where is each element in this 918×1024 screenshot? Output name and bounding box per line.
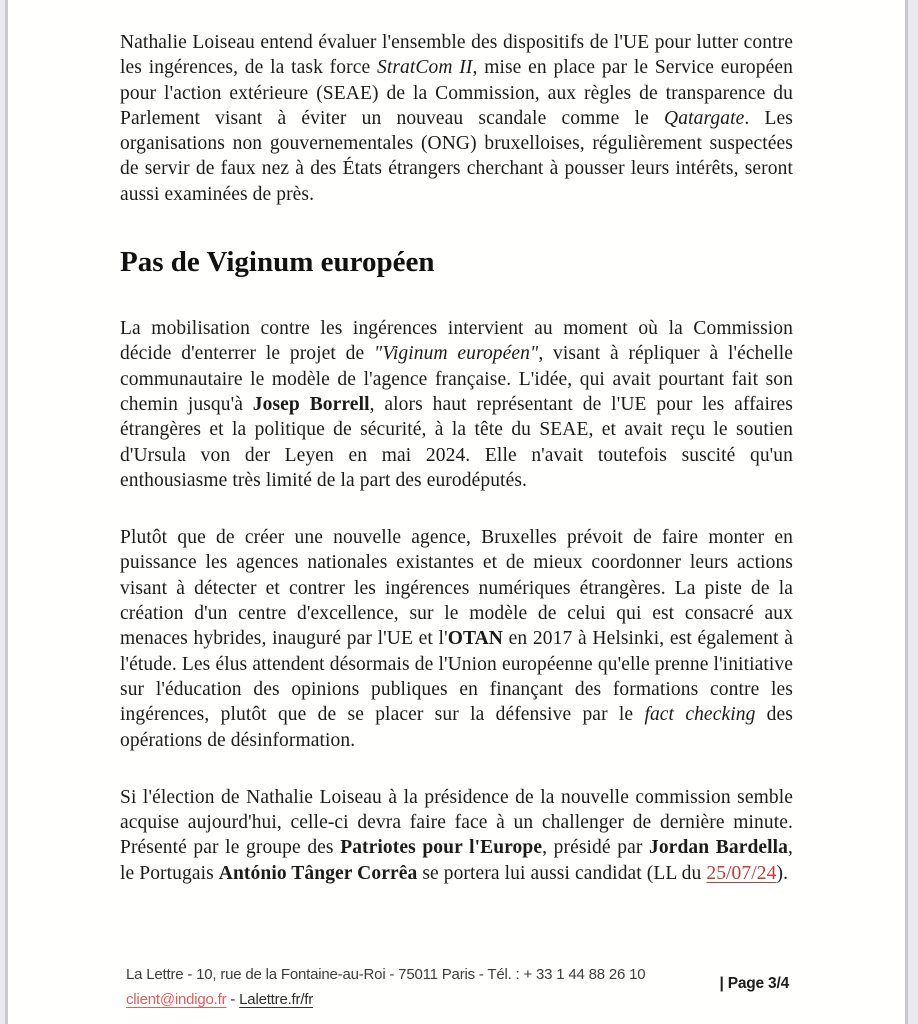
footer-links-line (126, 987, 645, 1012)
footer-email-link[interactable]: client@indigo.fr (126, 991, 227, 1008)
bold-text: Patriotes pour l'Europe (340, 837, 543, 859)
footer-website-link[interactable]: Lalettre.fr/fr (239, 991, 314, 1008)
section-heading: Pas de Viginum européen (120, 246, 435, 279)
footer-address: La Lettre - 10, rue de la Fontaine-au-Roi - 75011 Paris - Tél. : + 33 1 44 88 26 10 (126, 966, 646, 983)
text-segment: Plutôt que de créer une nouvelle agence, Bruxelles prévoit de faire monter en puissance les agences nationales existantes et de mieux coordonner leurs actions visant à détecter et contrer les ingérences numériques étrangères. La piste de la création d'un centre d'excellence, sur le modèle de celui qui est consacré aux menaces hybrides, inauguré par l'UE et l' (120, 527, 793, 650)
text-segment: , mise en place par le Service européen pour l'action extérieure (SEAE) de la Commission, aux règles de transparence du Parlement visant à éviter un nouveau scandale comme le (120, 57, 793, 129)
text-segment: des opérations de désinformation. (120, 704, 793, 751)
text-segment: , visant à répliquer à l'échelle communautaire le modèle de l'agence française. L'idée, qui avait pourtant fait son chemin jusqu'à (120, 343, 793, 415)
footer-separator: - (226, 991, 240, 1008)
text-segment: en 2017 à Helsinki, est également à l'étude. Les élus attendent désormais de l'Union européenne qu'elle prenne l'initiative sur l'éducation des opinions publiques en finançant des formations contre les ingérences, plutôt que de se placer sur la défensive par le (120, 628, 793, 726)
italic-text: "Viginum européen" (374, 343, 539, 365)
bold-text: António Tânger Corrêa (218, 862, 418, 884)
bold-text: Jordan Bardella (648, 837, 789, 859)
italic-text: StratCom II (376, 57, 473, 79)
article-blocks (120, 30, 793, 886)
text-segment: , présidé par (542, 837, 649, 859)
paragraph (120, 525, 793, 753)
bold-text: Josep Borrell (252, 393, 370, 415)
article-body (8, 0, 905, 918)
text-segment: ). (776, 862, 789, 884)
document-page (5, 0, 908, 1024)
page-footer (8, 962, 905, 1024)
paragraph (120, 30, 793, 207)
text-segment: se portera lui aussi candidat (LL du (417, 862, 707, 884)
bold-text: OTAN (447, 628, 503, 650)
paragraph (120, 785, 793, 886)
text-segment: La mobilisation contre les ingérences intervient au moment où la Commission décide d'enterrer le projet de (120, 318, 793, 365)
text-segment: , le Portugais (120, 837, 794, 884)
italic-text: fact checking (644, 704, 756, 726)
page-indicator: | Page 3/4 (719, 975, 789, 992)
text-segment: Si l'élection de Nathalie Loiseau à la présidence de la nouvelle commission semble acquise aujourd'hui, celle-ci devra faire face à un challenger de dernière minute. Présenté par le groupe des (120, 786, 793, 859)
text-segment: , alors haut représentant de l'UE pour les affaires étrangères et la politique de sécurité, à la tête du SEAE, et avait reçu le soutien d'Ursula von der Leyen en mai 2024. Elle n'avait toutefois suscité qu'un enthousiasme très limité de la part des eurodéputés. (120, 393, 793, 491)
inline-date-link[interactable]: 25/07/24 (706, 862, 777, 884)
footer-contact-block (126, 962, 645, 1012)
italic-text: Qatargate (664, 107, 745, 129)
text-segment: Nathalie Loiseau entend évaluer l'ensemble des dispositifs de l'UE pour lutter contre les ingérences, de la task force (120, 32, 793, 79)
text-segment: . Les organisations non gouvernementales (ONG) bruxelloises, régulièrement suspectées de servir de faux nez à des États étrangers cherchant à pousser leurs intérêts, seront aussi examinées de près. (120, 107, 793, 205)
paragraph (120, 316, 793, 493)
